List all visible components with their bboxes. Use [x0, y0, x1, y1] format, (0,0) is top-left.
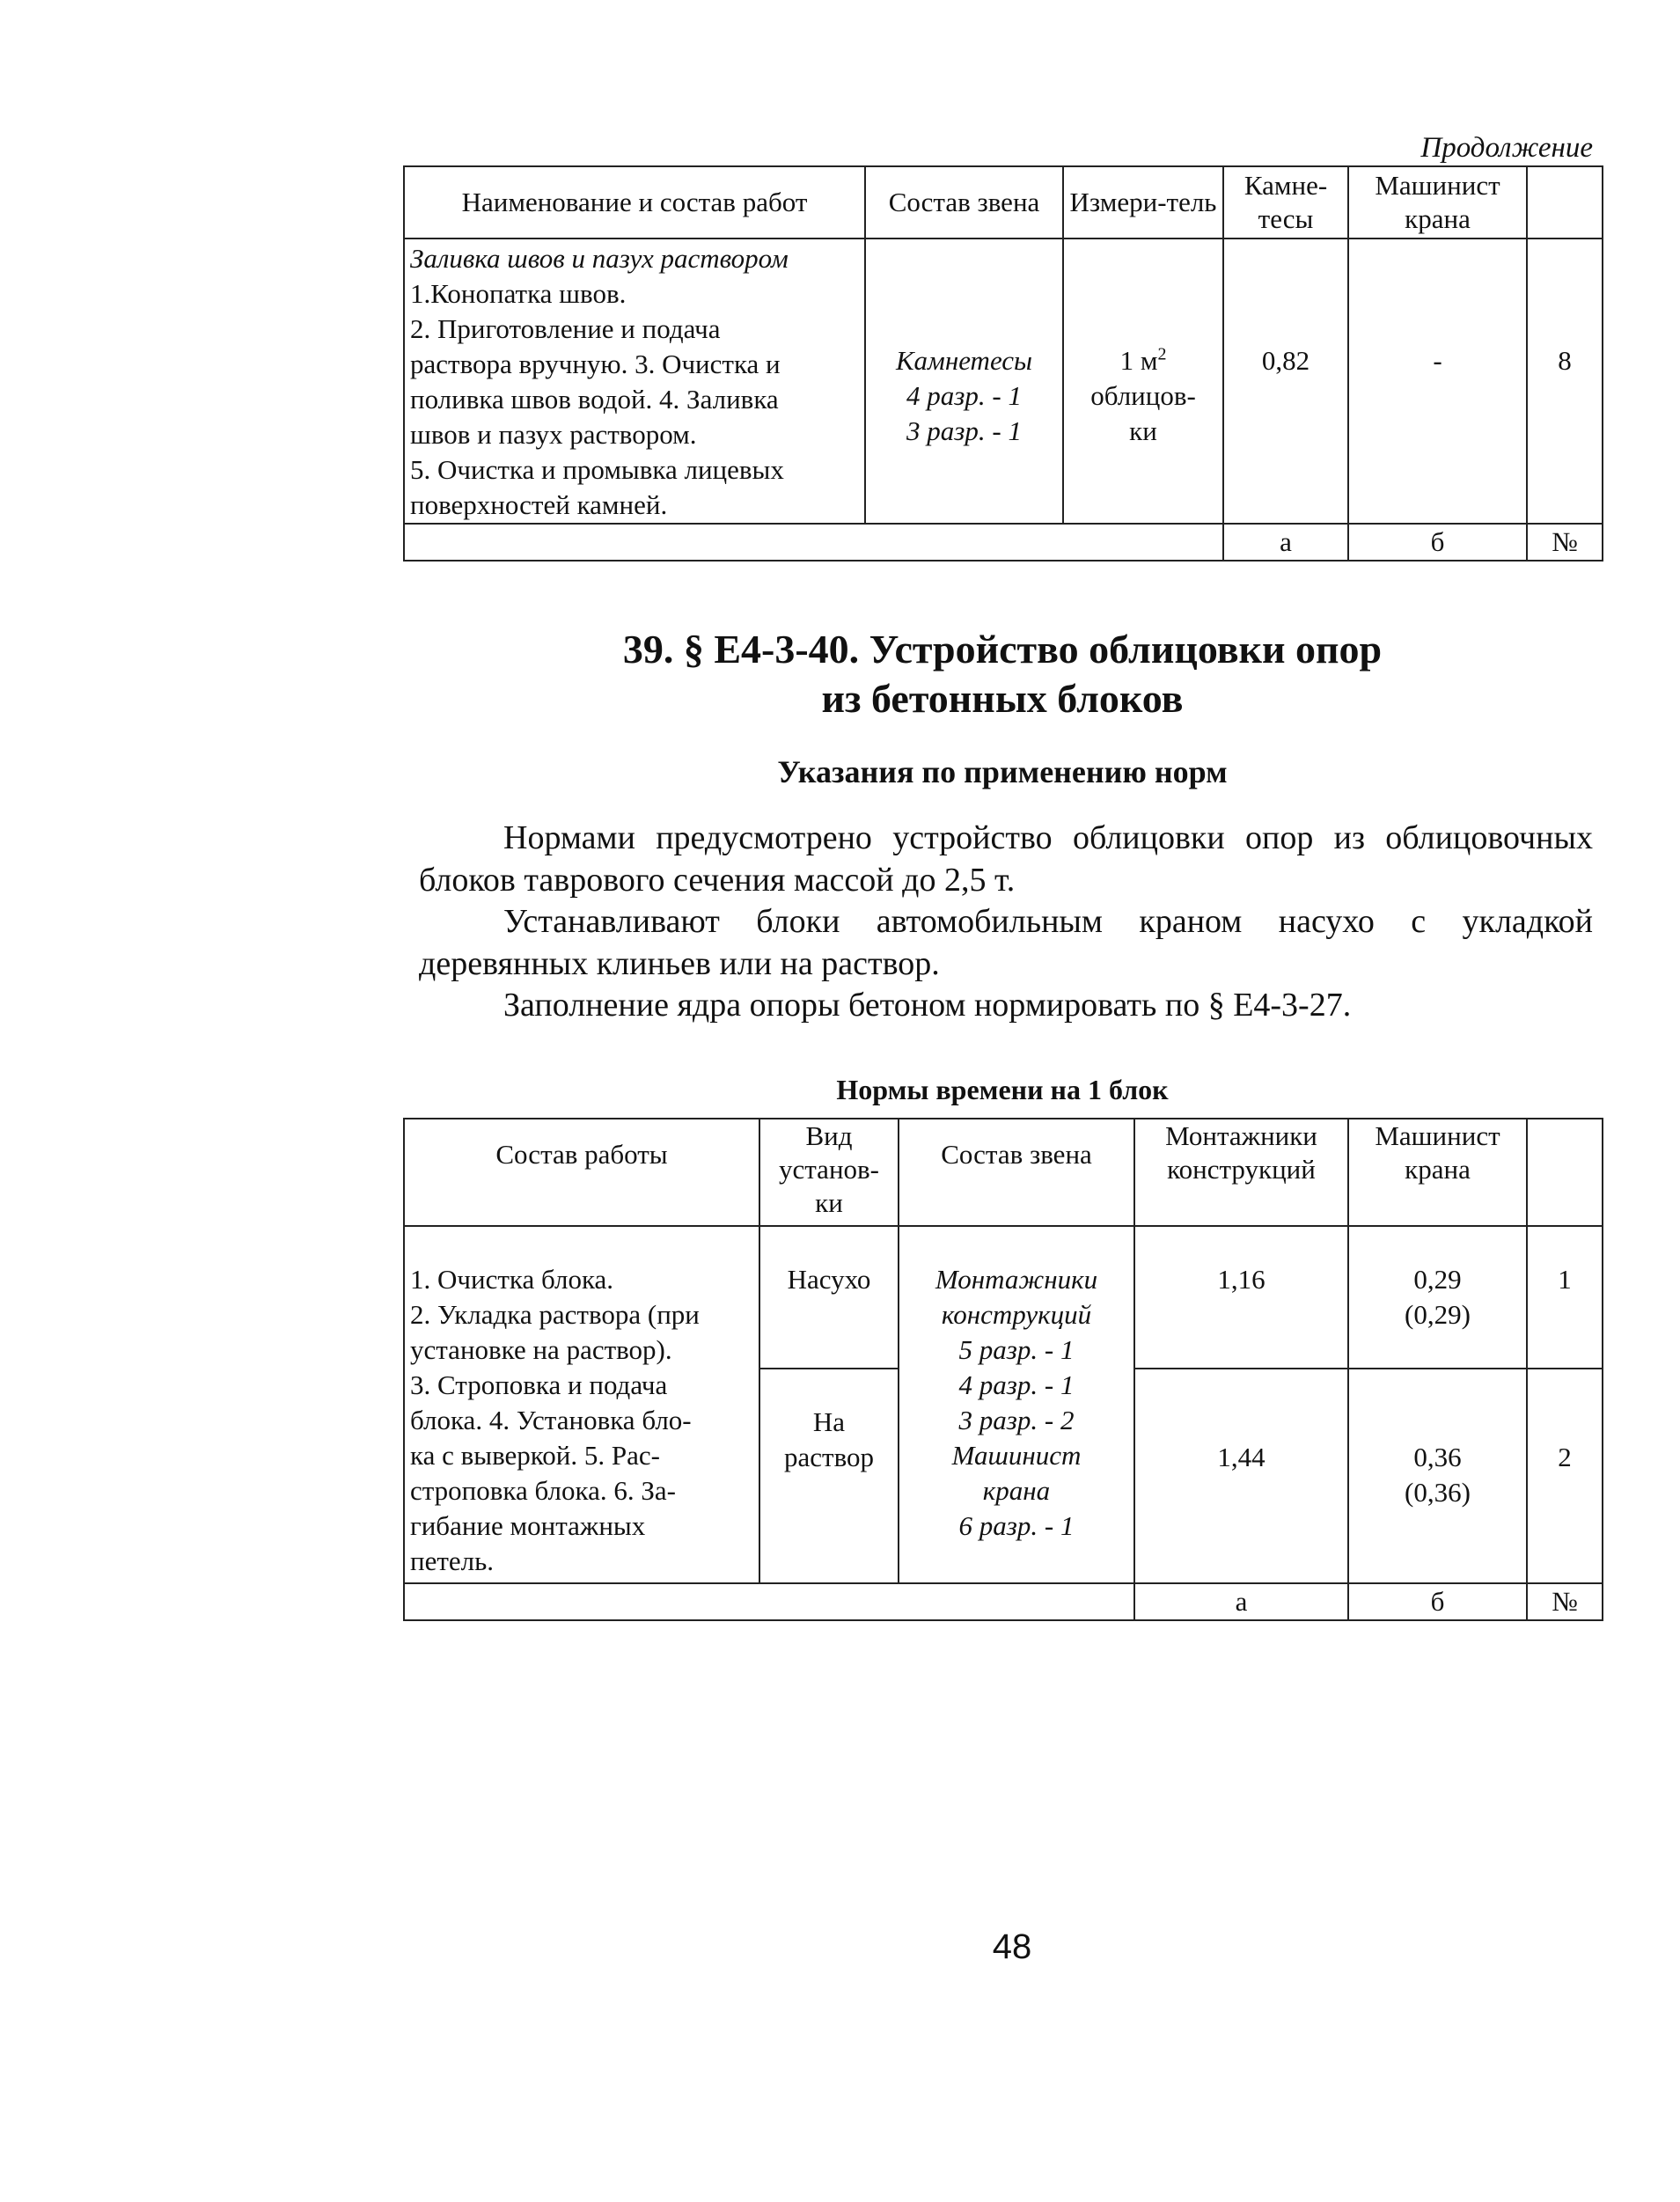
work-line: блока. 4. Установка бло-: [410, 1405, 692, 1435]
work-line: поливка швов водой. 4. Заливка: [410, 384, 779, 415]
row-number: 8: [1527, 239, 1603, 524]
work-line: 2. Приготовление и подача: [410, 313, 721, 344]
work-line: петель.: [410, 1545, 495, 1576]
crew-line: 4 разр. - 1: [906, 380, 1022, 411]
crane-value: 0,36 (0,36): [1348, 1369, 1527, 1583]
time-norms-table: [403, 1118, 1603, 1621]
header-unit: Измери-тель: [1063, 166, 1223, 239]
crane-value: 0,29 (0,29): [1348, 1226, 1527, 1369]
header-empty: [1527, 1119, 1603, 1226]
header-crane: Машинист крана: [1348, 1119, 1527, 1226]
unit-line: 1 $м^2$: [1119, 344, 1167, 376]
work-title: Заливка швов и пазух раствором: [410, 243, 789, 274]
work-line: 1. Очистка блока.: [410, 1264, 614, 1295]
work-line: 2. Укладка раствора (при: [410, 1299, 700, 1330]
work-line: поверхностей камней.: [410, 489, 668, 520]
paragraph: Нормами предусмотрено устройство облицовки опор из облицовочных блоков таврового сечения массой до 2,5 т.: [419, 819, 1593, 899]
footer-empty: [404, 1583, 1134, 1620]
work-description: [404, 1226, 759, 1583]
footer-b: б: [1348, 1583, 1527, 1620]
header-empty: [1527, 166, 1603, 239]
table-caption: Нормы времени на 1 блок: [836, 1074, 1169, 1105]
work-line: строповка блока. 6. За-: [410, 1475, 676, 1506]
crew-line: Камнетесы: [895, 345, 1033, 376]
work-line: раствора вручную. 3. Очистка и: [410, 349, 781, 379]
install-type-mortar: На раствор: [759, 1369, 899, 1583]
section-title-line: 39. § Е4-3-40. Устройство облицовки опор: [622, 627, 1383, 672]
header-crew: Состав звена: [865, 166, 1063, 239]
work-line: 3. Строповка и подача: [410, 1369, 668, 1400]
header-installers: Монтажники конструкций: [1134, 1119, 1348, 1226]
section-title: [403, 625, 1602, 723]
header-work: Состав работы: [404, 1119, 759, 1226]
work-description: [404, 239, 865, 524]
footer-a: а: [1134, 1583, 1348, 1620]
section-subtitle: Указания по применению норм: [777, 754, 1228, 789]
crew-line: 5 разр. - 1: [958, 1334, 1075, 1365]
crew-line: Монтажники: [935, 1264, 1098, 1295]
header-crane-operator: Машинист крана: [1348, 166, 1527, 239]
row-number: 1: [1527, 1226, 1603, 1369]
crew-line: 4 разр. - 1: [958, 1369, 1075, 1400]
footer-number: №: [1527, 524, 1603, 561]
crew-line: 3 разр. - 2: [958, 1405, 1075, 1435]
installers-value: 1,44: [1134, 1369, 1348, 1583]
work-line: ка с выверкой. 5. Рас-: [410, 1440, 660, 1471]
work-line: 1.Конопатка швов.: [410, 278, 627, 309]
footer-b: б: [1348, 524, 1527, 561]
crane-operator-value: -: [1348, 239, 1527, 524]
header-crew: Состав звена: [899, 1119, 1134, 1226]
unit-line: ки: [1129, 415, 1157, 446]
work-line: гибание монтажных: [410, 1510, 646, 1541]
crew-line: Машинист: [951, 1440, 1082, 1471]
crew-line: 3 разр. - 1: [906, 415, 1022, 446]
footer-empty: [404, 524, 1223, 561]
crew-composition: [865, 239, 1063, 524]
work-line: 5. Очистка и промывка лицевых: [410, 454, 784, 485]
unit-of-measure: [1063, 239, 1223, 524]
paragraph: Заполнение ядра опоры бетоном нормировать по § Е4-3-27.: [503, 987, 1352, 1024]
footer-a: а: [1223, 524, 1348, 561]
installers-value: 1,16: [1134, 1226, 1348, 1369]
norms-table-continued: [403, 165, 1603, 562]
row-number: 2: [1527, 1369, 1603, 1583]
footer-number: №: [1527, 1583, 1603, 1620]
header-install-type: Вид установ- ки: [759, 1119, 899, 1226]
continuation-label: Продолжение: [1420, 132, 1593, 164]
section-title-line: из бетонных блоков: [821, 676, 1184, 721]
crew-line: 6 разр. - 1: [958, 1510, 1075, 1541]
work-line: швов и пазух раствором.: [410, 419, 697, 450]
crew-line: крана: [982, 1475, 1051, 1506]
paragraph: Устанавливают блоки автомобильным краном насухо с укладкой деревянных клиньев или на раствор.: [419, 903, 1593, 982]
work-line: установке на раствор).: [410, 1334, 672, 1365]
crew-line: конструкций: [941, 1299, 1092, 1330]
crew-composition: [899, 1226, 1134, 1583]
stonecutters-value: 0,82: [1223, 239, 1348, 524]
header-work-name: Наименование и состав работ: [404, 166, 865, 239]
header-stonecutters: Камне-тесы: [1223, 166, 1348, 239]
page-number: 48: [992, 1927, 1032, 1966]
install-type-dry: Насухо: [759, 1226, 899, 1369]
unit-line: облицов-: [1090, 380, 1196, 411]
